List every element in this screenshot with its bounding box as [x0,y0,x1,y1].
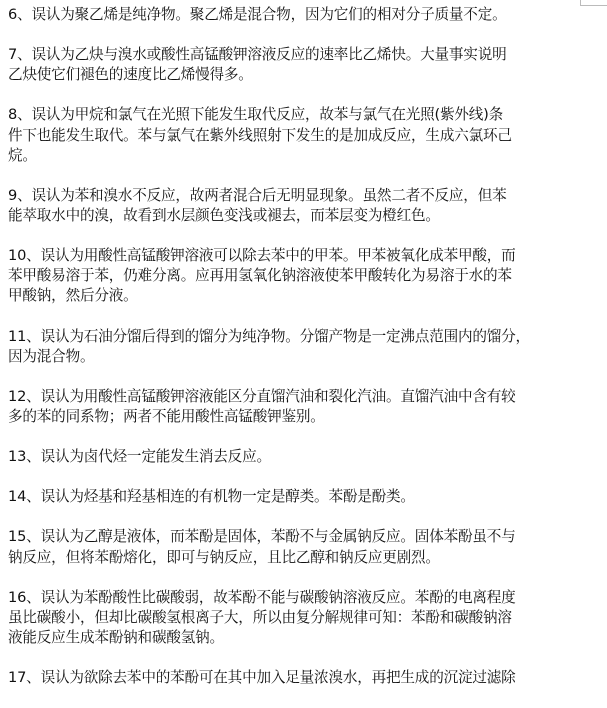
paragraph-line: 多的苯的同系物；两者不能用酸性高锰酸钾鉴别。 [8,407,325,425]
paragraph-line: 烷。 [8,146,37,164]
paragraph-line: 液能反应生成苯酚钠和碳酸氢钠。 [8,628,224,646]
list-item [8,387,598,427]
paragraph-line: 16、误认为苯酚酸性比碳酸弱，故苯酚不能与碳酸钠溶液反应。苯酚的电离程度 [8,588,516,606]
paragraph-line: 17、误认为欲除去苯中的苯酚可在其中加入足量浓溴水，再把生成的沉淀过滤除 [8,669,516,687]
list-item [8,186,598,226]
list-item [8,45,598,85]
list-item [8,487,598,507]
paragraph-line: 11、误认为石油分馏后得到的馏分为纯净物。分馏产物是一定沸点范围内的馏分， [8,327,530,345]
paragraph-line: 能萃取水中的溴，故看到水层颜色变浅或褪去，而苯层变为橙红色。 [8,206,440,224]
paragraph-line: 12、误认为用酸性高锰酸钾溶液能区分直馏汽油和裂化汽油。直馏汽油中含有较 [8,387,516,405]
paragraph-line: 9、误认为苯和溴水不反应，故两者混合后无明显现象。虽然二者不反应，但苯 [8,186,507,204]
paragraph-line: 件下也能发生取代。苯与氯气在紫外线照射下发生的是加成反应，生成六氯环己 [8,126,512,144]
list-item [8,668,598,688]
paragraph-line: 7、误认为乙炔与溴水或酸性高锰酸钾溶液反应的速率比乙烯快。大量事实说明 [8,46,507,64]
paragraph-line: 6、误认为聚乙烯是纯净物。聚乙烯是混合物，因为它们的相对分子质量不定。 [8,6,507,23]
paragraph-line: 13、误认为卤代烃一定能发生消去反应。 [8,448,271,466]
paragraph-line: 10、误认为用酸性高锰酸钾溶液可以除去苯中的甲苯。甲苯被氧化成苯甲酸，而 [8,247,516,265]
list-item [8,327,598,367]
paragraph-line: 14、误认为烃基和羟基相连的有机物一定是醇类。苯酚是酚类。 [8,488,415,506]
paragraph-line: 15、误认为乙醇是液体，而苯酚是固体，苯酚不与金属钠反应。固体苯酚虽不与 [8,528,516,546]
list-item [8,447,598,467]
paragraph-line: 虽比碳酸小，但却比碳酸氢根离子大，所以由复分解规律可知：苯酚和碳酸钠溶 [8,608,512,626]
document-body [8,5,598,708]
paragraph-line: 因为混合物。 [8,347,95,365]
paragraph-line: 乙炔使它们褪色的速度比乙烯慢得多。 [8,66,253,84]
list-item [8,5,598,25]
paragraph-line: 苯甲酸易溶于苯，仍难分离。应再用氢氧化钠溶液使苯甲酸转化为易溶于水的苯 [8,267,512,285]
paragraph-line: 8、误认为甲烷和氯气在光照下能发生取代反应，故苯与氯气在光照(紫外线)条 [8,106,504,124]
list-item [8,105,598,165]
list-item [8,588,598,648]
paragraph-line: 钠反应，但将苯酚熔化，即可与钠反应，且比乙醇和钠反应更剧烈。 [8,548,440,566]
list-item [8,246,598,306]
list-item [8,527,598,567]
paragraph-line: 甲酸钠，然后分液。 [8,287,138,305]
